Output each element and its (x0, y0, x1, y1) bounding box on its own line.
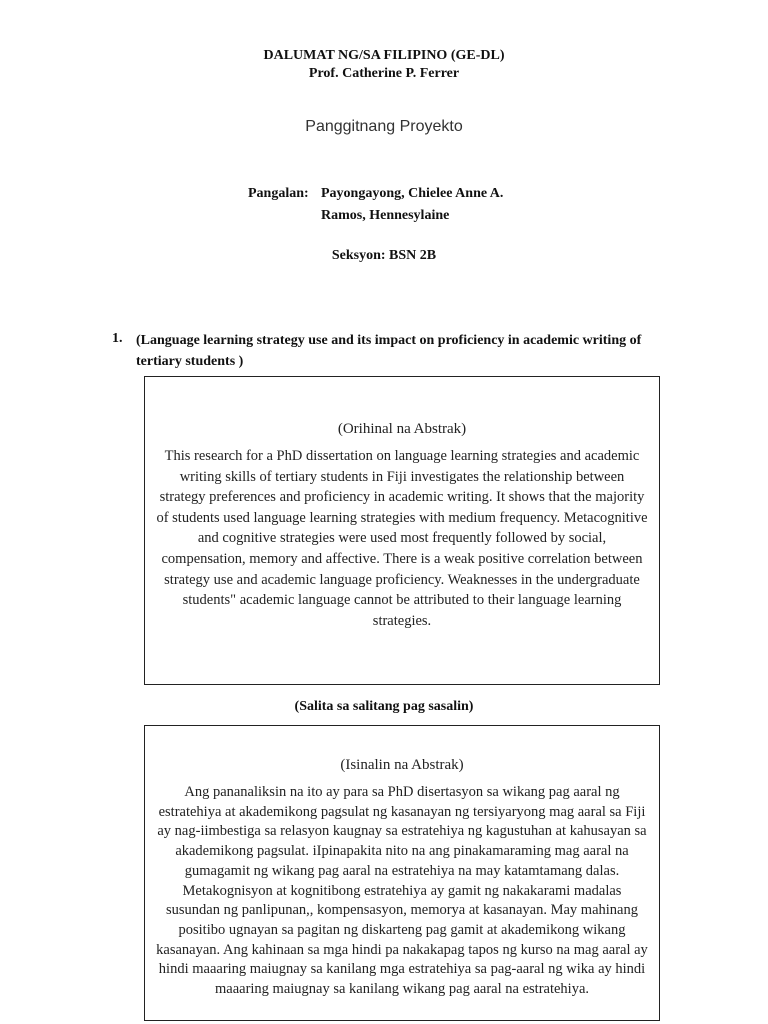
original-abstract-heading: (Orihinal na Abstrak) (337, 421, 467, 437)
professor-name: Prof. Catherine P. Ferrer (308, 66, 460, 81)
item-title: (Language learning strategy use and its impact on proficiency in academic writing of tertiary students ) (136, 333, 642, 369)
original-abstract-body: This research for a PhD dissertation on language learning strategies and academic writing skills of tertiary students in Fiji investigates the relationship between strategy preferences and proficiency in academic writing. It shows that the majority of students used language learning strategies with medium frequency. Metacognitive and cognitive strategies were used most frequently followed by social, compensation, memory and affective. There is a weak positive correlation between strategy use and academic language proficiency. Weaknesses in the undergraduate students" academic language cannot be attributed to their language learning strategies. (156, 448, 648, 629)
student-name-1: Payongayong, Chielee Anne A. (321, 186, 504, 201)
section-info: Seksyon: BSN 2B (331, 248, 437, 263)
translated-abstract-box (144, 725, 660, 1021)
translated-abstract-heading: (Isinalin na Abstrak) (340, 757, 464, 773)
student-name-2: Ramos, Hennesylaine (321, 208, 450, 223)
translation-method-label: (Salita sa salitang pag sasalin) (294, 699, 474, 714)
project-subtitle: Panggitnang Proyekto (305, 118, 463, 135)
name-label: Pangalan: (248, 186, 309, 201)
item-number: 1. (112, 331, 123, 346)
course-title: DALUMAT NG/SA FILIPINO (GE-DL) (263, 48, 505, 63)
original-abstract-box (144, 376, 660, 685)
translated-abstract-body: Ang pananaliksin na ito ay para sa PhD disertasyon sa wikang pag aaral ng estratehiya at akademikong pagsulat ng kasanayan ng tersiyaryong mag aaral sa Fiji ay nag-iimbestiga sa relasyon kaugnay sa estratehiya ng kagustuhan at kahusayan sa akademikong pagsulat. iIpinapakita nito na ang pinakamaraming mag aaral na gumagamit ng wikang pag aaral na estratehiya na may katamtamang dalas. Metakognisyon at kognitibong estratehiya ay gamit ng nakakarami madalas susundan ng panlipunan,, kompensasyon, memorya at kasanayan. May mahinang positibo ugnayan sa pagitan ng diskarteng pag gamit at akademikong wikang kasanayan. Ang kahinaan sa mga hindi pa nakakapag tapos ng kurso na mag aaral ay hindi maaaring maiugnay sa kanilang mga estratehiya sa pag-aaral ng wika ay hindi maaaring maiugnay sa kanilang wikang pag aaral na estratehiya. (156, 784, 648, 998)
